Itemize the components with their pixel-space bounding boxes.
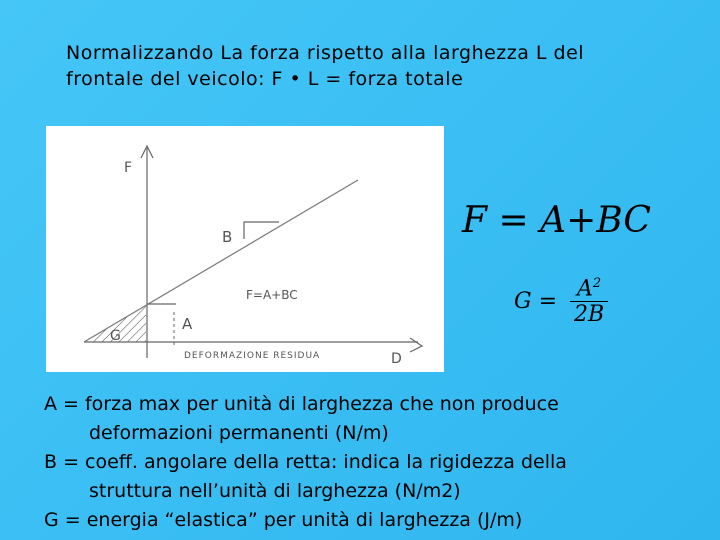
definitions-list — [44, 390, 704, 535]
eq2-denominator: 2B — [574, 302, 605, 328]
x-axis-label: D — [391, 351, 402, 367]
eq2-fraction — [570, 276, 608, 327]
title-line-2: frontale del veicolo: F • L = forza totale — [66, 68, 464, 90]
definition-b-line2: struttura nell’unità di larghezza (N/m2) — [89, 480, 461, 502]
line-equation-label: F=A+BC — [246, 288, 298, 302]
eq1-plus: + — [566, 200, 597, 241]
x-axis-arrow — [410, 338, 422, 352]
equation-force — [462, 200, 651, 241]
eq1-lhs: F — [462, 200, 487, 241]
y-axis-label: F — [124, 160, 133, 176]
diagram-svg — [46, 126, 444, 372]
definition-g-line1: G = energia “elastica” per unità di larghezza (J/m) — [44, 509, 523, 531]
definition-a-line1: A = forza max per unità di larghezza che non produce — [44, 393, 559, 415]
eq2-exponent: 2 — [592, 276, 602, 291]
eq1-a: A — [540, 200, 567, 241]
force-line — [84, 180, 358, 342]
definition-b-line1: B = coeff. angolare della retta: indica la rigidezza della — [44, 451, 567, 473]
eq1-equals: = — [498, 200, 529, 241]
intercept-label: A — [182, 315, 193, 333]
eq2-lhs: G — [514, 289, 532, 315]
x-annotation: DEFORMAZIONE RESIDUA — [184, 351, 321, 361]
eq1-bc: BC — [596, 200, 651, 241]
eq2-num-a: A — [577, 276, 593, 302]
eq2-equals: = — [538, 289, 558, 315]
force-deformation-diagram — [46, 126, 444, 372]
equation-energy — [514, 276, 608, 327]
title-line-1: Normalizzando La forza rispetto alla larghezza L del — [66, 42, 585, 64]
area-label: G — [110, 328, 121, 344]
slide-title — [66, 40, 686, 92]
definition-a-line2: deformazioni permanenti (N/m) — [89, 422, 389, 444]
eq2-numerator — [570, 276, 608, 302]
slope-label: B — [222, 228, 233, 246]
